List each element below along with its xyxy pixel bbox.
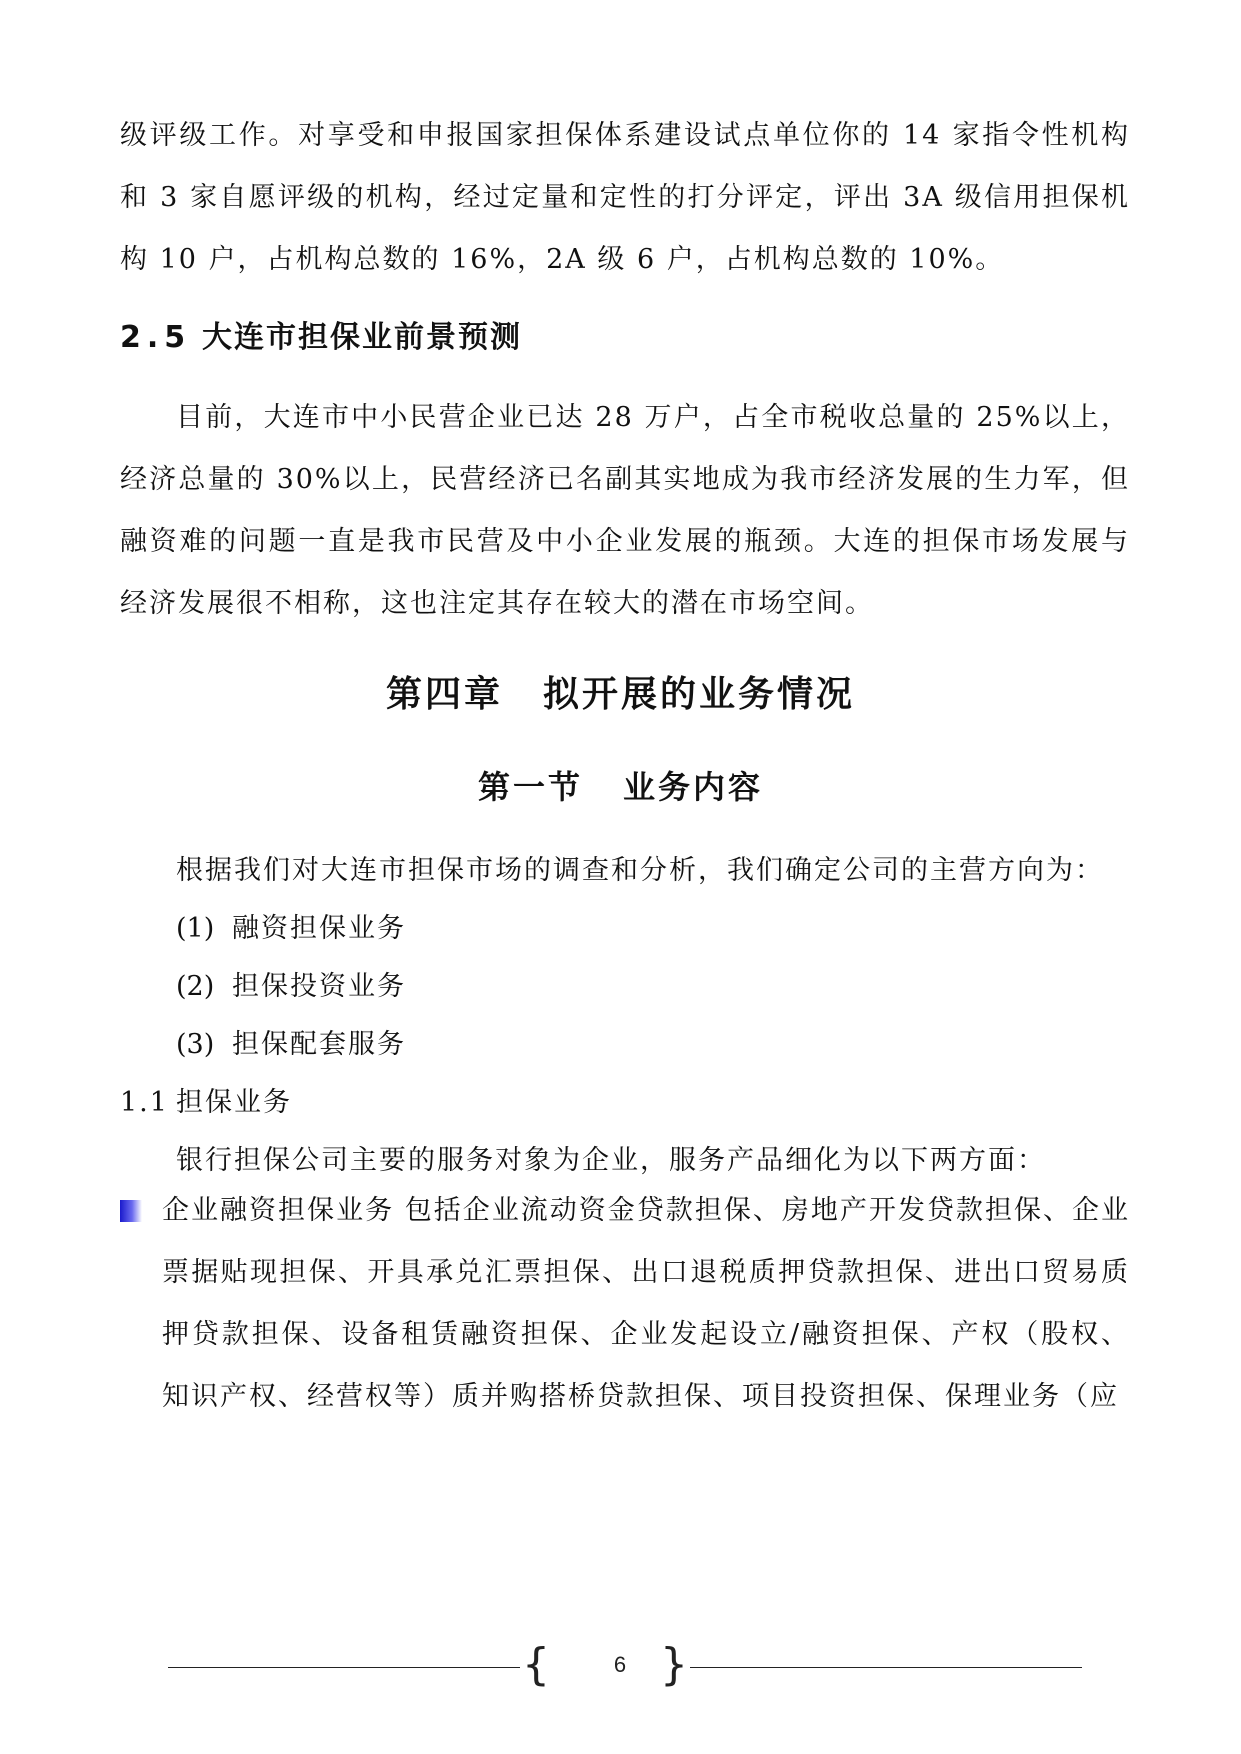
footer-rule-left <box>168 1667 520 1668</box>
forecast-paragraph: 目前，大连市中小民营企业已达 28 万户，占全市税收总量的 25%以上，经济总量的 30%以上，民营经济已名副其实地成为我市经济发展的生力军，但融资难的问题一直是我市民营及中小企业发展的瓶颈。大连的担保市场发展与经济发展很不相称，这也注定其存在较大的潜在市场空间。 <box>120 402 1130 619</box>
list-item-index: (3) <box>176 1029 215 1060</box>
chapter-title <box>0 666 1241 717</box>
products-intro: 银行担保公司主要的服务对象为企业，服务产品细化为以下两方面： <box>176 1145 1046 1176</box>
footer-rule-right <box>690 1667 1082 1668</box>
section-heading-2-5 <box>120 312 522 356</box>
square-bullet-icon <box>120 1200 142 1222</box>
section-name: 业务内容 <box>623 768 764 806</box>
right-brace-icon: } <box>660 1639 688 1690</box>
section-title: 大连市担保业前景预测 <box>202 320 522 355</box>
list-item-text: 担保配套服务 <box>232 1029 406 1060</box>
list-item-index: (1) <box>176 913 215 944</box>
list-item-text: 融资担保业务 <box>232 913 406 944</box>
list-item <box>176 964 406 1003</box>
chapter-label: 第四章 <box>385 674 503 715</box>
subsection-heading-1-1 <box>120 1080 292 1119</box>
list-item-index: (2) <box>176 971 215 1002</box>
section-label: 第一节 <box>477 768 583 806</box>
chapter-name: 拟开展的业务情况 <box>543 674 856 715</box>
list-item-text: 担保投资业务 <box>232 971 406 1002</box>
intro-paragraph: 级评级工作。对享受和申报国家担保体系建设试点单位你的 14 家指令性机构和 3 家自愿评级的机构，经过定量和定性的打分评定，评出 3A 级信用担保机构 10 户，占机构总数的 16%，2A 级 6 户，占机构总数的 10%。 <box>120 120 1130 275</box>
list-item <box>176 1022 406 1061</box>
list-item <box>176 906 406 945</box>
intro-block <box>120 105 1130 291</box>
direction-intro: 根据我们对大连市担保市场的调查和分析，我们确定公司的主营方向为： <box>176 855 1104 886</box>
page-number: 6 <box>613 1652 627 1677</box>
left-brace-icon: { <box>522 1639 550 1690</box>
subsection-title: 担保业务 <box>176 1087 292 1118</box>
section-number: 2.5 <box>120 320 192 355</box>
section-title-block <box>0 762 1241 808</box>
subsection-number: 1.1 <box>120 1087 169 1118</box>
bullet-list-item <box>120 1180 1130 1428</box>
bullet-item-text: 企业融资担保业务 包括企业流动资金贷款担保、房地产开发贷款担保、企业票据贴现担保、开具承兑汇票担保、出口退税质押贷款担保、进出口贸易质押贷款担保、设备租赁融资担保、企业发起设立/融资担保、产权（股权、知识产权、经营权等）质并购搭桥贷款担保、项目投资担保、保理业务（应 <box>162 1195 1130 1412</box>
forecast-block <box>120 387 1130 635</box>
